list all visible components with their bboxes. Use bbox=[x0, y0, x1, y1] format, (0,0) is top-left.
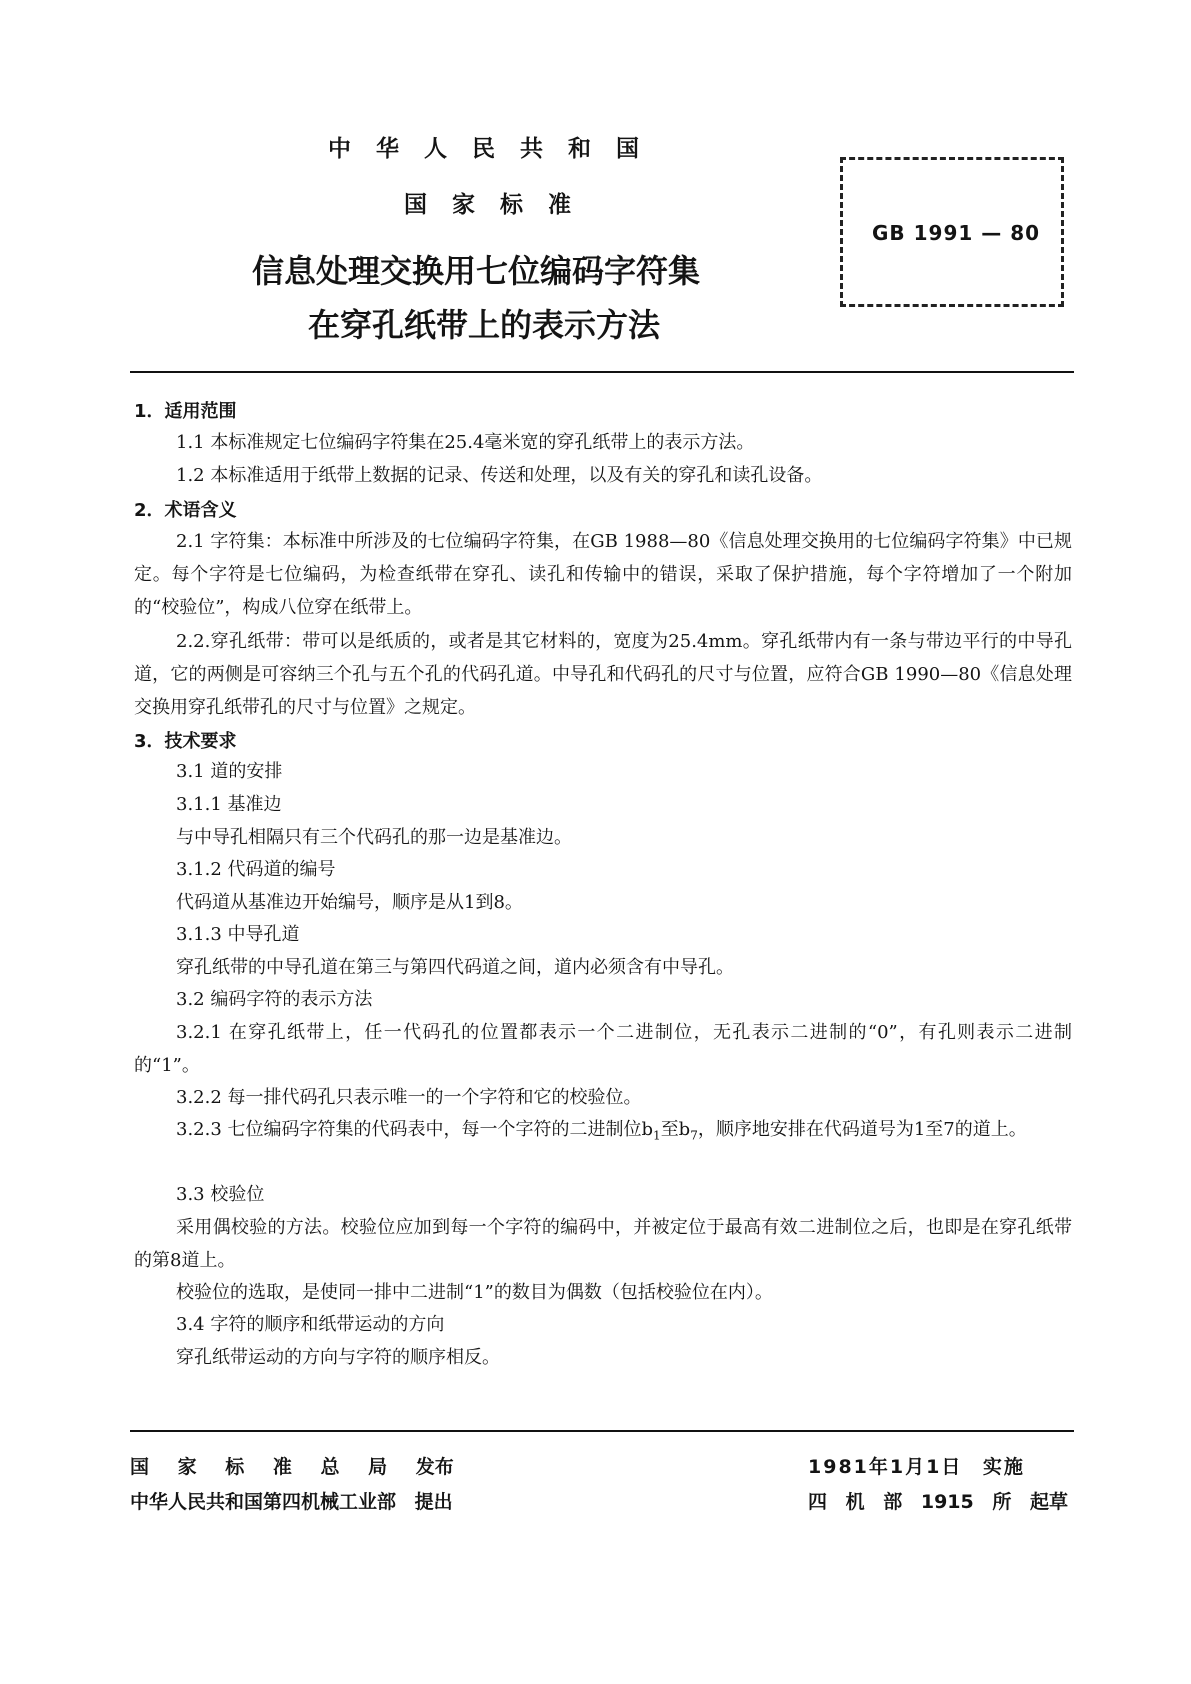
clause-3-2-3 bbox=[134, 1113, 1072, 1153]
standard-code: GB 1991 — 80 bbox=[872, 221, 1041, 245]
header-standard-type: 国家标准 bbox=[404, 192, 596, 218]
clause-3-2-2: 3.2.2 每一排代码孔只表示唯一的一个字符和它的校验位。 bbox=[176, 1087, 642, 1108]
section-2-heading: 2．术语含义 bbox=[134, 500, 237, 521]
clause-3-3: 3.3 校验位 bbox=[176, 1184, 265, 1205]
clause-3-2: 3.2 编码字符的表示方法 bbox=[176, 989, 373, 1010]
clause-3-2-3-part-c: ，顺序地安排在代码道号为1至7的道上。 bbox=[697, 1119, 1027, 1140]
subscript-7: 7 bbox=[690, 1128, 698, 1143]
footer-effective-date: 1981年1月1日 实施 bbox=[808, 1456, 1025, 1478]
title-line-2: 在穿孔纸带上的表示方法 bbox=[308, 306, 661, 344]
clause-3-1-2-text: 代码道从基准边开始编号，顺序是从1到8。 bbox=[176, 892, 523, 913]
clause-1-2: 1.2 本标准适用于纸带上数据的记录、传送和处理，以及有关的穿孔和读孔设备。 bbox=[176, 465, 823, 486]
clause-3-4: 3.4 字符的顺序和纸带运动的方向 bbox=[176, 1314, 445, 1335]
clause-3-2-3-part-a: 3.2.3 七位编码字符集的代码表中，每一个字符的二进制位b bbox=[176, 1119, 654, 1140]
clause-3-1-3: 3.1.3 中导孔道 bbox=[176, 924, 300, 945]
header-country: 中华人民共和国 bbox=[328, 136, 664, 162]
section-1-heading: 1．适用范围 bbox=[134, 401, 237, 422]
clause-3-1-2: 3.1.2 代码道的编号 bbox=[176, 859, 336, 880]
footer-divider bbox=[130, 1430, 1074, 1432]
header-divider bbox=[130, 371, 1074, 373]
clause-3-1: 3.1 道的安排 bbox=[176, 761, 283, 782]
clause-2-1: 2.1 字符集：本标准中所涉及的七位编码字符集，在GB 1988—80《信息处理交换用的七位编码字符集》中已规定。每个字符是七位编码，为检查纸带在穿孔、读孔和传输中的错误，采取了保护措施，每个字符增加了一个附加的“校验位”，构成八位穿在纸带上。 bbox=[134, 531, 1072, 618]
clause-1-1: 1.1 本标准规定七位编码字符集在25.4毫米宽的穿孔纸带上的表示方法。 bbox=[176, 432, 755, 453]
clause-3-3-text-1: 采用偶校验的方法。校验位应加到每一个字符的编码中，并被定位于最高有效二进制位之后，也即是在穿孔纸带的第8道上。 bbox=[134, 1217, 1072, 1271]
clause-3-1-1-text: 与中导孔相隔只有三个代码孔的那一边是基准边。 bbox=[176, 827, 572, 848]
clause-3-3-text-2: 校验位的选取，是使同一排中二进制“1”的数目为偶数（包括校验位在内）。 bbox=[176, 1282, 773, 1303]
clause-2-2: 2.2.穿孔纸带：带可以是纸质的，或者是其它材料的，宽度为25.4mm。穿孔纸带内有一条与带边平行的中导孔道，它的两侧是可容纳三个孔与五个孔的代码孔道。中导孔和代码孔的尺寸与位置，应符合GB 1990—80《信息处理交换用穿孔纸带孔的尺寸与位置》之规定。 bbox=[134, 631, 1072, 718]
subscript-1: 1 bbox=[653, 1128, 661, 1143]
section-3-heading: 3．技术要求 bbox=[134, 731, 237, 752]
clause-3-2-3-part-b: 至b bbox=[660, 1119, 691, 1140]
footer-drafter: 四 机 部 1915 所 起草 bbox=[808, 1491, 1068, 1513]
clause-3-2-1: 3.2.1 在穿孔纸带上，任一代码孔的位置都表示一个二进制位，无孔表示二进制的“0”，有孔则表示二进制的“1”。 bbox=[134, 1022, 1072, 1076]
clause-3-1-1: 3.1.1 基准边 bbox=[176, 794, 282, 815]
footer-proposer: 中华人民共和国第四机械工业部 提出 bbox=[130, 1491, 453, 1513]
clause-3-4-text: 穿孔纸带运动的方向与字符的顺序相反。 bbox=[176, 1347, 500, 1368]
title-line-1: 信息处理交换用七位编码字符集 bbox=[252, 252, 701, 290]
footer-issuer: 国 家 标 准 总 局 发布 bbox=[130, 1456, 454, 1478]
clause-3-1-3-text: 穿孔纸带的中导孔道在第三与第四代码道之间，道内必须含有中导孔。 bbox=[176, 957, 734, 978]
